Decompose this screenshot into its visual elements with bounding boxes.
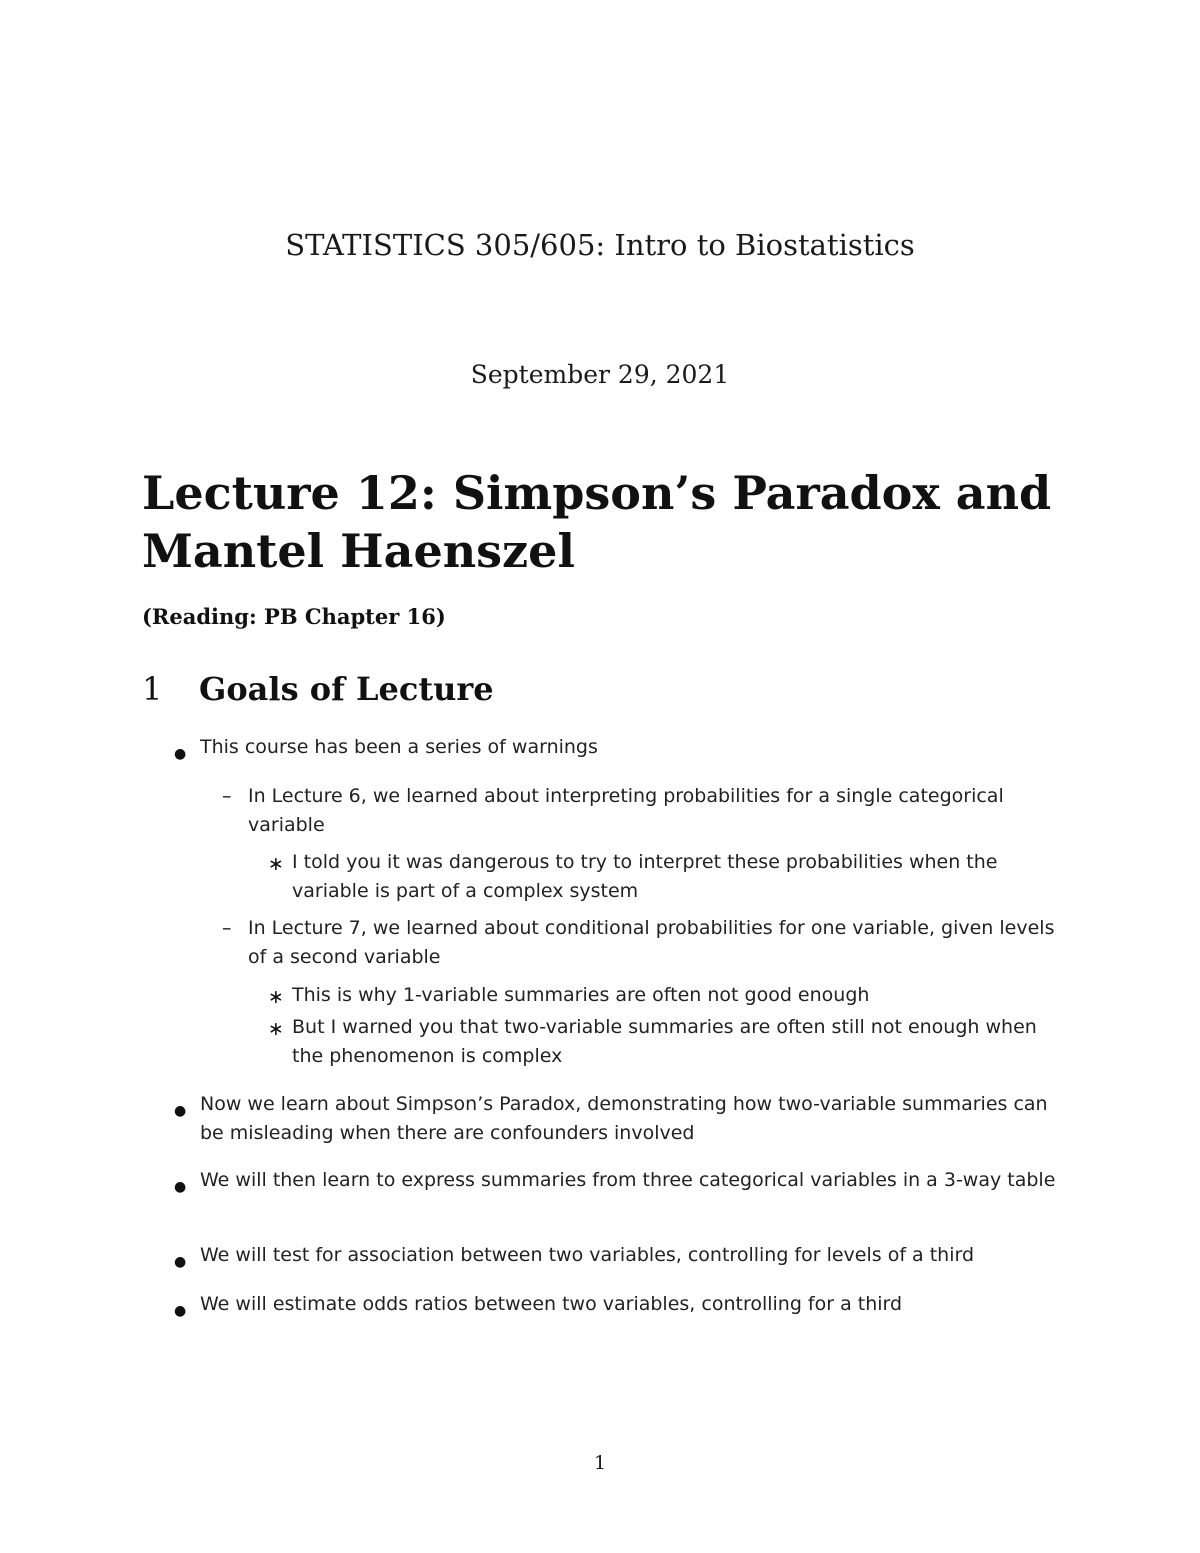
section-title: Goals of Lecture	[199, 670, 494, 708]
list-item-text: This is why 1-variable summaries are often not good enough	[292, 984, 870, 1006]
list-item-text: We will estimate odds ratios between two variables, controlling for a third	[200, 1293, 903, 1315]
list-item-level1	[174, 1166, 1068, 1195]
list-item-text: We will test for association between two variables, controlling for levels of a third	[200, 1244, 975, 1266]
bullet-dash-icon: –	[222, 917, 232, 939]
list-item-text: Now we learn about Simpson’s Paradox, demonstrating how two-variable summaries can be misleading when there are confounders involved	[200, 1093, 1048, 1144]
bullet-dash-icon: –	[222, 785, 232, 807]
list-item-text: We will then learn to express summaries from three categorical variables in a 3-way table	[200, 1169, 1056, 1191]
section-heading	[142, 670, 494, 708]
list-item-level1	[174, 1290, 1068, 1319]
list-item-level1	[174, 1241, 1068, 1270]
bullet-asterisk-icon: ∗	[268, 1018, 284, 1040]
list-item-level3	[268, 981, 1064, 1010]
bullet-dot-icon: ●	[174, 1303, 187, 1319]
list-item-text: This course has been a series of warnings	[200, 736, 598, 758]
document-date: September 29, 2021	[470, 360, 730, 389]
bullet-dot-icon: ●	[174, 1254, 187, 1270]
section-number: 1	[142, 670, 163, 708]
bullet-dot-icon: ●	[174, 1103, 187, 1119]
list-item-text: But I warned you that two-variable summaries are often still not enough when the phenomenon is complex	[292, 1016, 1037, 1067]
list-item-level3	[268, 848, 1064, 906]
list-item-text: In Lecture 7, we learned about conditional probabilities for one variable, given levels of a second variable	[248, 917, 1055, 968]
list-item-text: I told you it was dangerous to try to interpret these probabilities when the variable is part of a complex system	[292, 851, 998, 902]
bullet-dot-icon: ●	[174, 1179, 187, 1195]
list-item-level1	[174, 733, 1070, 762]
bullet-asterisk-icon: ∗	[268, 853, 284, 875]
list-item-level1	[174, 1090, 1068, 1148]
page-number: 1	[593, 1452, 607, 1474]
list-item-level3	[268, 1013, 1064, 1071]
lecture-title: Lecture 12: Simpson’s Paradox and Mantel Haenszel	[142, 466, 1052, 578]
reading-assignment: (Reading: PB Chapter 16)	[142, 604, 446, 629]
list-item-level2	[222, 782, 1063, 840]
list-item-text: In Lecture 6, we learned about interpreting probabilities for a single categorical variable	[248, 785, 1004, 836]
list-item-level2	[222, 914, 1063, 972]
bullet-asterisk-icon: ∗	[268, 986, 284, 1008]
bullet-dot-icon: ●	[174, 746, 187, 762]
course-title: STATISTICS 305/605: Intro to Biostatistics	[285, 228, 915, 262]
